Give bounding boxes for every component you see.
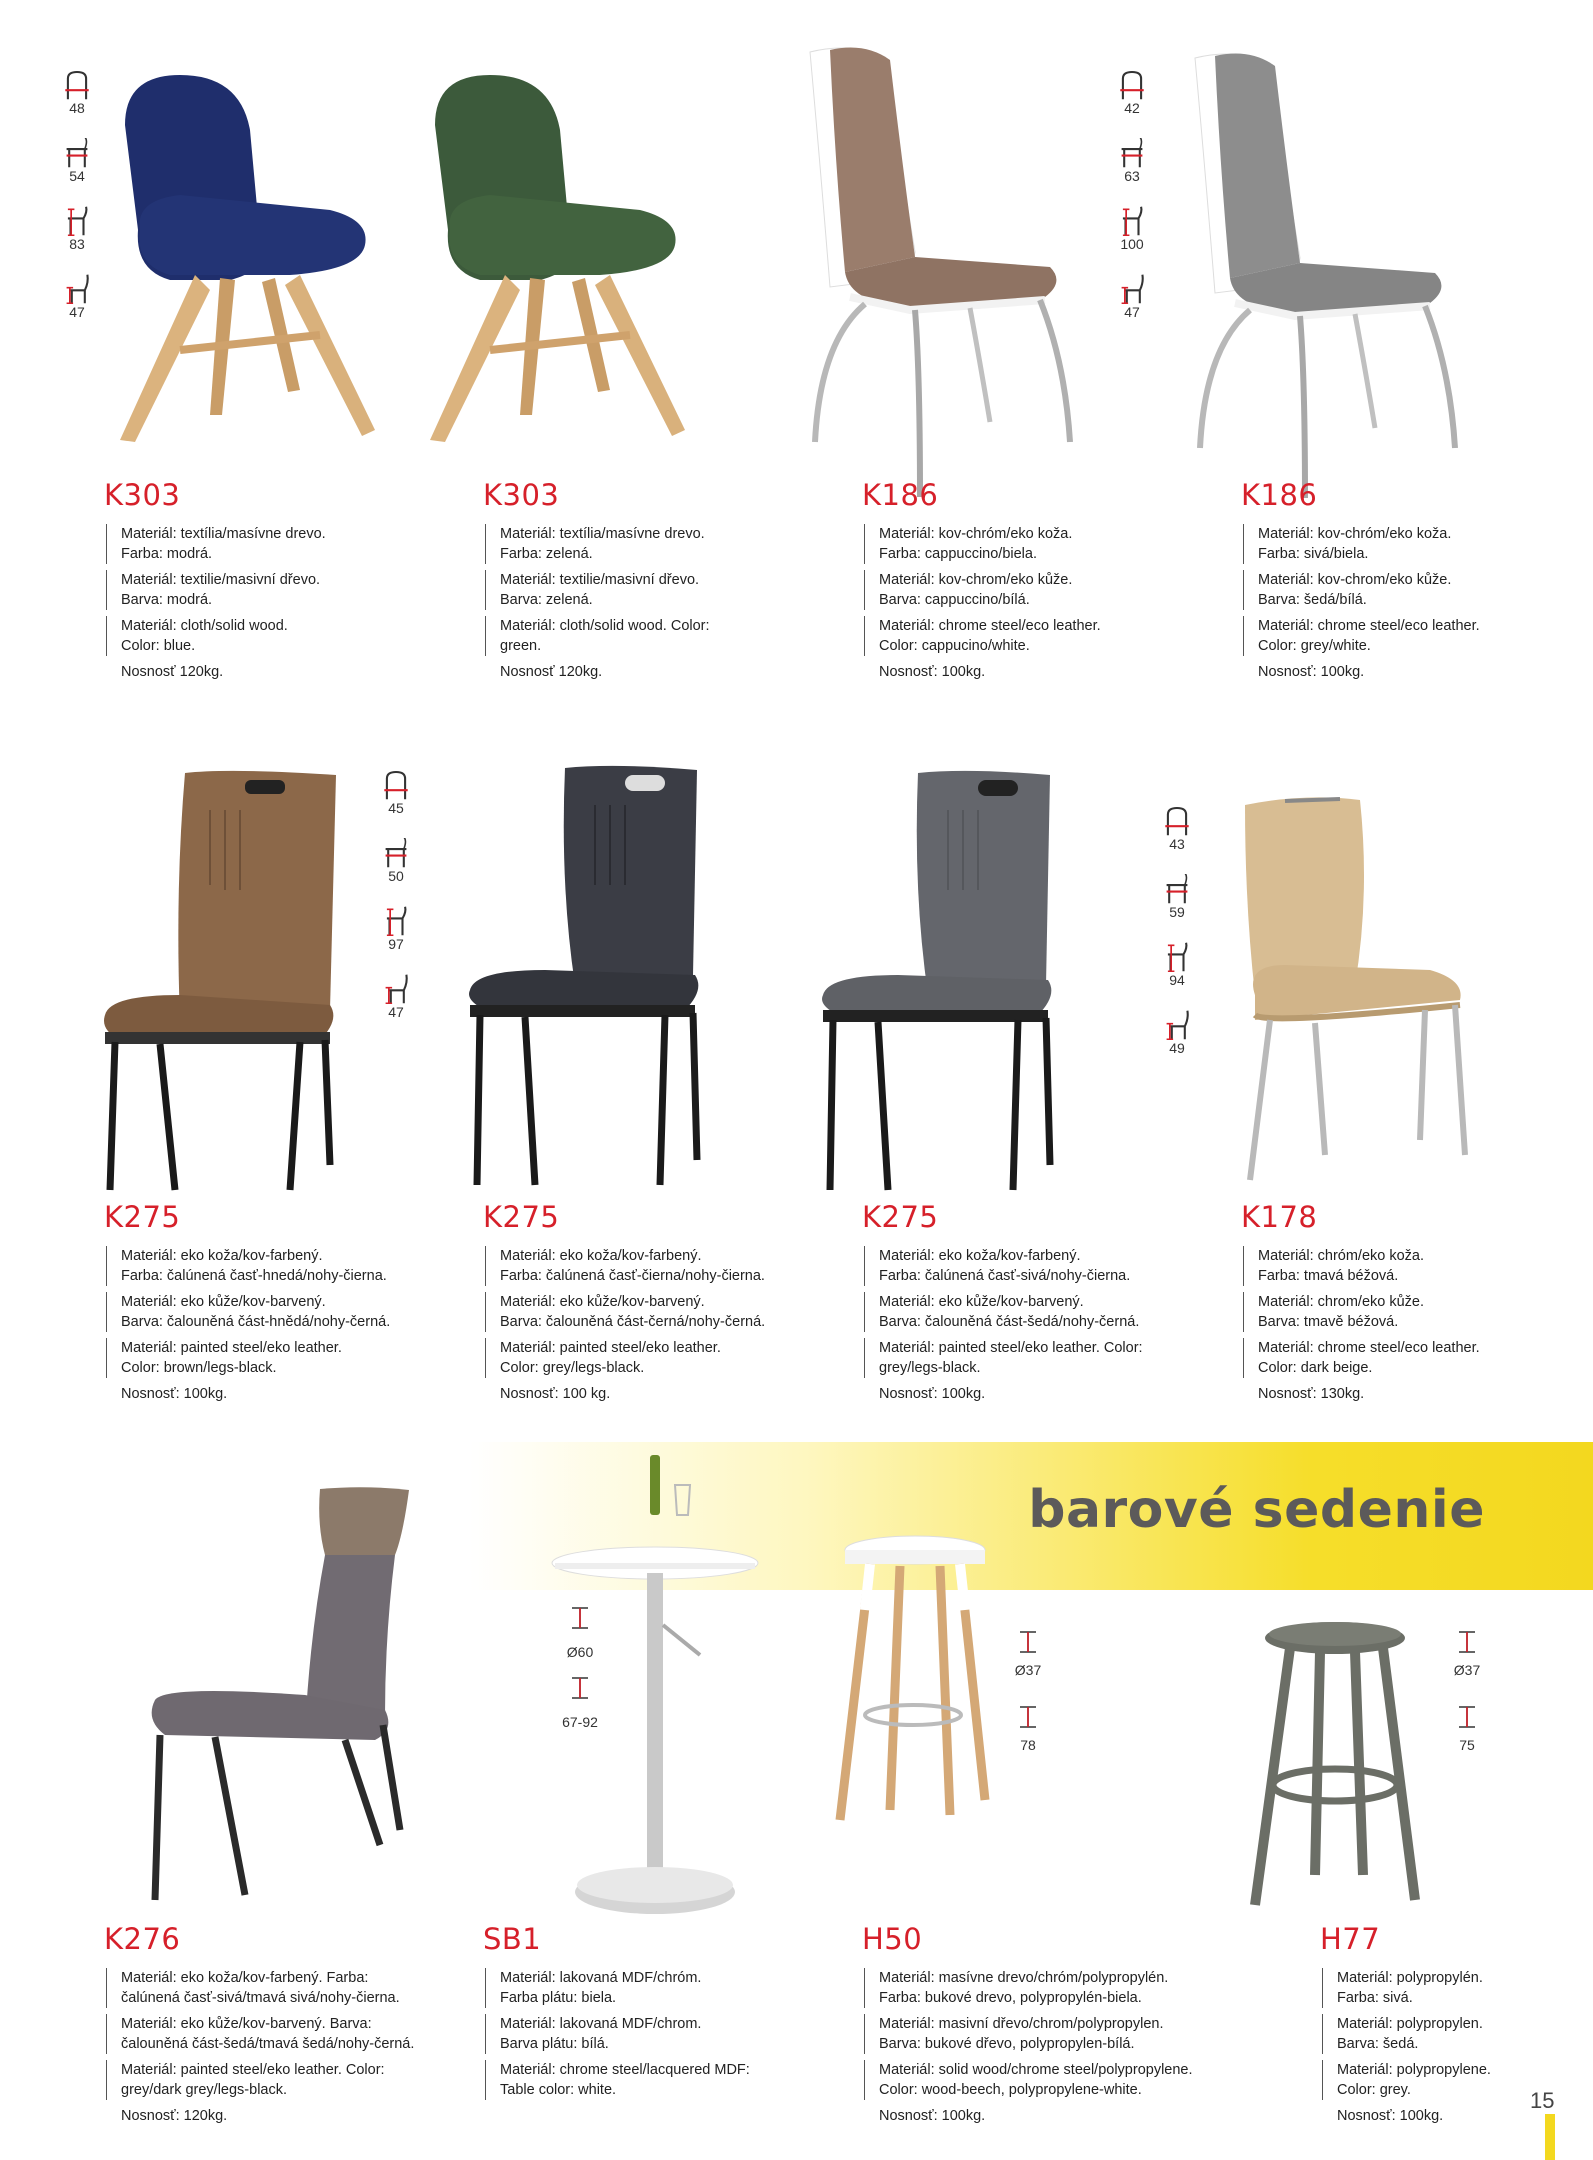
dimension-diameter (1442, 1625, 1492, 1678)
product-code: K303 (483, 478, 560, 512)
spec-line: Materiál: eko koža/kov-farbený. (879, 1248, 1081, 1264)
spec-line: Barva: bukové dřevo, polypropylen-bílá. (879, 2036, 1135, 2052)
dimension-value: 78 (1020, 1737, 1036, 1753)
page-accent-bar (1545, 2114, 1555, 2160)
capacity: Nosnosť 120kg. (121, 664, 224, 680)
capacity: Nosnosť: 100kg. (1258, 664, 1365, 680)
spec-line: Materiál: painted steel/eko leather. (500, 1340, 721, 1356)
spec-line: Color: grey/legs-black. (500, 1360, 645, 1376)
page-number: 15 (1530, 2088, 1555, 2113)
dimension-value: 42 (1124, 100, 1140, 116)
product-specs (485, 524, 815, 682)
table-photo (550, 1455, 760, 1925)
spec-line: Materiál: eko kůže/kov-barvený. Barva: (121, 2016, 372, 2032)
product-specs (864, 524, 1194, 682)
product-specs (864, 1246, 1194, 1404)
dimension-value: Ø60 (566, 1644, 594, 1660)
spec-line: Materiál: masivní dřevo/chrom/polypropylen. (879, 2016, 1164, 2032)
dimension-value: 47 (388, 1004, 404, 1020)
spec-line: Materiál: chrom/eko kůže. (1258, 1294, 1425, 1310)
spec-line: Materiál: solid wood/chrome steel/polypropylene. (879, 2062, 1193, 2078)
product-code: K275 (862, 1200, 939, 1234)
spec-line: Materiál: eko kůže/kov-barvený. (121, 1294, 326, 1310)
spec-line: Materiál: chróm/eko koža. (1258, 1248, 1425, 1264)
spec-line: Materiál: polypropylene. (1337, 2062, 1491, 2078)
chair-photo (145, 1485, 415, 1915)
product-specs (106, 1246, 436, 1404)
product-code: K178 (1241, 1200, 1318, 1234)
capacity: Nosnosť: 130kg. (1258, 1386, 1365, 1402)
spec-line: Barva: čalouněná část-černá/nohy-černá. (500, 1314, 766, 1330)
product-code: K276 (104, 1922, 181, 1956)
dimension-value: Ø37 (1453, 1662, 1481, 1678)
spec-line: Materiál: textília/masívne drevo. (121, 526, 326, 542)
product-specs (1243, 1246, 1573, 1404)
dimension-value: Ø37 (1014, 1662, 1042, 1678)
spec-line: Farba: cappuccino/biela. (879, 546, 1037, 562)
dimension-height (1003, 1700, 1053, 1753)
capacity: Nosnosť: 100 kg. (500, 1386, 611, 1402)
spec-line: Barva: čalouněná část-hnědá/nohy-černá. (121, 1314, 391, 1330)
dimension-value: 97 (388, 936, 404, 952)
spec-line: Farba: čalúnená časť-hnedá/nohy-čierna. (121, 1268, 387, 1284)
spec-line: grey/legs-black. (879, 1360, 981, 1376)
spec-line: green. (500, 638, 542, 654)
product-specs (1243, 524, 1573, 682)
product-specs (485, 1968, 815, 2106)
product-code: H50 (862, 1922, 923, 1956)
dimension-column (1112, 70, 1152, 342)
dimension-value: 75 (1459, 1737, 1475, 1753)
dimension-value: 43 (1169, 836, 1185, 852)
chair-photo (1175, 48, 1465, 508)
product-specs (106, 524, 436, 682)
product-code: K186 (1241, 478, 1318, 512)
spec-line: čalouněná část-šedá/tmavá šedá/nohy-černá. (121, 2036, 415, 2052)
dimension-height (1442, 1700, 1492, 1753)
spec-line: Materiál: kov-chrom/eko kůže. (879, 572, 1073, 588)
spec-line: Color: dark beige. (1258, 1360, 1373, 1376)
capacity: Nosnosť: 100kg. (879, 1386, 986, 1402)
spec-line: Color: brown/legs-black. (121, 1360, 277, 1376)
spec-line: Farba: bukové drevo, polypropylén-biela. (879, 1990, 1142, 2006)
spec-line: Materiál: textilie/masivní dřevo. (500, 572, 700, 588)
dimension-value: 47 (1124, 304, 1140, 320)
spec-line: Materiál: lakovaná MDF/chrom. (500, 2016, 702, 2032)
product-code: K275 (483, 1200, 560, 1234)
spec-line: Materiál: textilie/masivní dřevo. (121, 572, 321, 588)
stool-photo (835, 1530, 995, 1840)
dimension-value: 45 (388, 800, 404, 816)
dimension-value: 54 (69, 168, 85, 184)
spec-line: Color: blue. (121, 638, 196, 654)
spec-line: Materiál: kov-chróm/eko koža. (1258, 526, 1452, 542)
spec-line: Barva: modrá. (121, 592, 213, 608)
chair-photo (790, 42, 1080, 502)
spec-line: Color: wood-beech, polypropylene-white. (879, 2082, 1142, 2098)
spec-line: Materiál: eko kůže/kov-barvený. (879, 1294, 1084, 1310)
spec-line: Materiál: lakovaná MDF/chróm. (500, 1970, 702, 1986)
spec-line: Farba: modrá. (121, 546, 213, 562)
dimension-value: 94 (1169, 972, 1185, 988)
capacity: Nosnosť: 120kg. (121, 2108, 228, 2124)
spec-line: Color: grey/white. (1258, 638, 1371, 654)
spec-line: Materiál: eko koža/kov-farbený. Farba: (121, 1970, 369, 1986)
spec-line: Farba: čalúnená časť-čierna/nohy-čierna. (500, 1268, 765, 1284)
spec-line: Materiál: painted steel/eko leather. (121, 1340, 342, 1356)
product-specs (485, 1246, 815, 1404)
dimension-value: 59 (1169, 904, 1185, 920)
spec-line: Materiál: kov-chróm/eko koža. (879, 526, 1073, 542)
spec-line: grey/dark grey/legs-black. (121, 2082, 288, 2098)
product-specs (864, 1968, 1194, 2126)
dimension-column (57, 70, 97, 342)
spec-line: Barva plátu: bílá. (500, 2036, 609, 2052)
stool-photo (1245, 1620, 1425, 1910)
dimension-column (1157, 806, 1197, 1078)
dimension-diameter (1003, 1625, 1053, 1678)
spec-line: Materiál: chrome steel/eco leather. (879, 618, 1101, 634)
spec-line: Farba: sivá. (1337, 1990, 1413, 2006)
spec-line: Materiál: painted steel/eko leather. Color: (879, 1340, 1143, 1356)
spec-line: Materiál: polypropylén. (1337, 1970, 1483, 1986)
dimension-value: 49 (1169, 1040, 1185, 1056)
spec-line: Color: cappucino/white. (879, 638, 1030, 654)
spec-line: Barva: šedá/bílá. (1258, 592, 1367, 608)
spec-line: Farba: sivá/biela. (1258, 546, 1369, 562)
chair-photo (1225, 795, 1475, 1195)
spec-line: Barva: čalouněná část-šedá/nohy-černá. (879, 1314, 1140, 1330)
chair-photo (100, 770, 340, 1200)
capacity: Nosnosť: 100kg. (121, 1386, 228, 1402)
spec-line: Farba: tmavá béžová. (1258, 1268, 1399, 1284)
spec-line: Materiál: chrome steel/lacquered MDF: (500, 2062, 750, 2078)
spec-line: Barva: zelená. (500, 592, 593, 608)
spec-line: Materiál: cloth/solid wood. (121, 618, 288, 634)
dimension-value: 47 (69, 304, 85, 320)
capacity: Nosnosť: 100kg. (1337, 2108, 1444, 2124)
spec-line: Materiál: kov-chrom/eko kůže. (1258, 572, 1452, 588)
dimension-value: 67-92 (562, 1714, 598, 1730)
spec-line: Materiál: masívne drevo/chróm/polypropylén. (879, 1970, 1169, 1986)
capacity: Nosnosť: 100kg. (879, 2108, 986, 2124)
spec-line: Materiál: chrome steel/eco leather. (1258, 618, 1480, 634)
spec-line: Table color: white. (500, 2082, 617, 2098)
dimension-value: 50 (388, 868, 404, 884)
chair-photo (818, 770, 1058, 1200)
spec-line: Barva: cappuccino/bílá. (879, 592, 1030, 608)
spec-line: Materiál: eko koža/kov-farbený. (500, 1248, 702, 1264)
spec-line: Materiál: textília/masívne drevo. (500, 526, 705, 542)
capacity: Nosnosť: 100kg. (879, 664, 986, 680)
spec-line: čalúnená časť-sivá/tmavá sivá/nohy-čierna. (121, 1990, 400, 2006)
spec-line: Materiál: eko koža/kov-farbený. (121, 1248, 323, 1264)
spec-line: Barva: šedá. (1337, 2036, 1419, 2052)
spec-line: Color: grey. (1337, 2082, 1411, 2098)
banner-title: barové sedenie (1028, 1480, 1485, 1540)
product-code: SB1 (483, 1922, 542, 1956)
dimension-value: 100 (1120, 236, 1144, 252)
product-code: K186 (862, 478, 939, 512)
chair-photo (110, 70, 390, 450)
dimension-value: 63 (1124, 168, 1140, 184)
spec-line: Materiál: chrome steel/eco leather. (1258, 1340, 1480, 1356)
dimension-value: 48 (69, 100, 85, 116)
dimension-column (376, 770, 416, 1042)
spec-line: Farba: čalúnená časť-sivá/nohy-čierna. (879, 1268, 1131, 1284)
product-code: K275 (104, 1200, 181, 1234)
chair-photo (420, 70, 700, 450)
product-code: K303 (104, 478, 181, 512)
chair-photo (465, 765, 705, 1195)
spec-line: Materiál: cloth/solid wood. Color: (500, 618, 710, 634)
spec-line: Farba plátu: biela. (500, 1990, 617, 2006)
spec-line: Materiál: painted steel/eko leather. Color: (121, 2062, 385, 2078)
spec-line: Barva: tmavě béžová. (1258, 1314, 1399, 1330)
spec-line: Materiál: eko kůže/kov-barvený. (500, 1294, 705, 1310)
product-specs (106, 1968, 436, 2126)
dimension-value: 83 (69, 236, 85, 252)
spec-line: Farba: zelená. (500, 546, 593, 562)
spec-line: Materiál: polypropylen. (1337, 2016, 1483, 2032)
product-code: H77 (1320, 1922, 1381, 1956)
capacity: Nosnosť 120kg. (500, 664, 603, 680)
